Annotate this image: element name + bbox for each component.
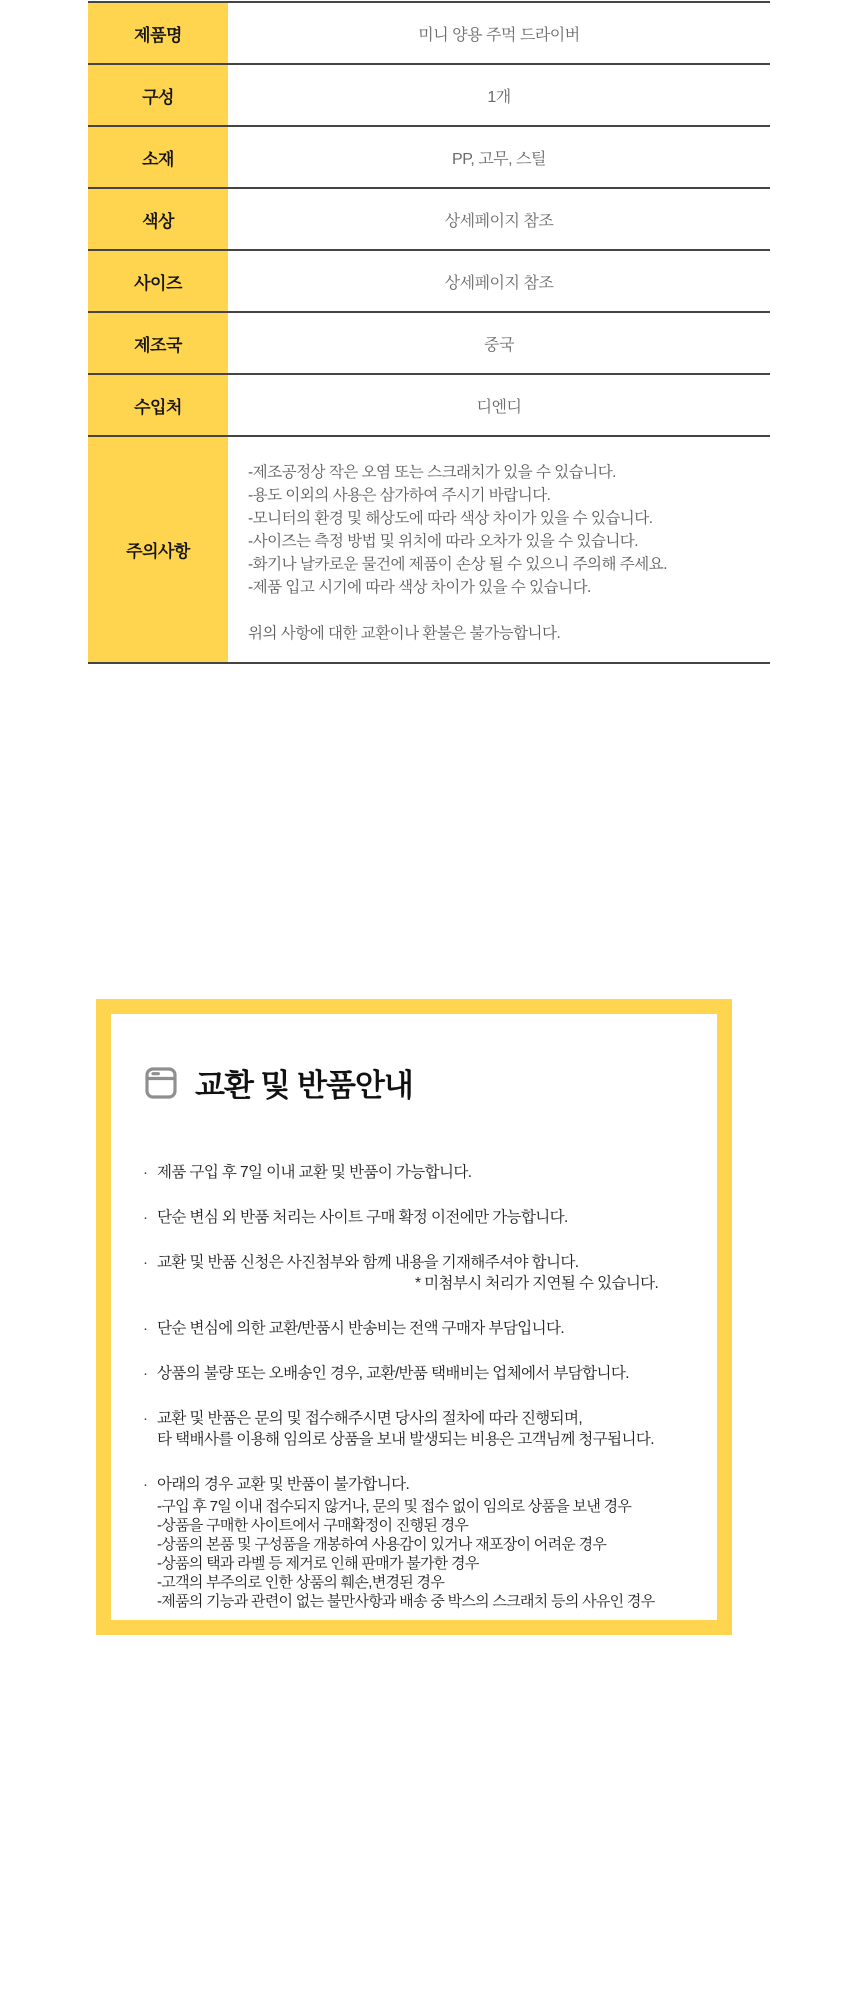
row-label: 주의사항 xyxy=(88,437,228,662)
policy-item xyxy=(141,1319,699,1339)
row-value: 상세페이지 참조 xyxy=(444,274,554,292)
table-row xyxy=(88,375,770,437)
bullet-dot-icon: · xyxy=(143,1476,148,1493)
policy-subitem: -제품의 기능과 관련이 없는 불만사항과 배송 중 박스의 스크래치 등의 사유인 경우 xyxy=(157,1593,655,1610)
table-row xyxy=(88,3,770,65)
table-row xyxy=(88,127,770,189)
section-title: 교환 및 반품안내 xyxy=(195,1068,413,1103)
row-value: 상세페이지 참조 xyxy=(444,212,554,230)
policy-item xyxy=(141,1364,699,1384)
row-value: 미니 양용 주먹 드라이버 xyxy=(418,26,580,44)
bullet-dot-icon: · xyxy=(143,1320,148,1337)
caution-footer: 위의 사항에 대한 교환이나 환불은 불가능합니다. xyxy=(248,625,561,642)
bullet-dot-icon: · xyxy=(143,1410,148,1427)
caution-line: -사이즈는 측정 방법 및 위치에 따라 오차가 있을 수 있습니다. xyxy=(248,533,639,550)
policy-text-line: 교환 및 반품 신청은 사진첨부와 함께 내용을 기재해주셔야 합니다. xyxy=(157,1254,579,1271)
row-label: 수입처 xyxy=(88,375,228,435)
row-label: 구성 xyxy=(88,65,228,125)
policy-subitem: -고객의 부주의로 인한 상품의 훼손,변경된 경우 xyxy=(157,1574,445,1591)
caution-line: -용도 이외의 사용은 삼가하여 주시기 바랍니다. xyxy=(248,487,551,504)
table-row-caution xyxy=(88,437,770,664)
policy-item xyxy=(141,1409,699,1450)
row-label: 제품명 xyxy=(88,3,228,63)
policy-text-line: 교환 및 반품은 문의 및 접수해주시면 당사의 절차에 따라 진행되며, xyxy=(157,1410,583,1427)
table-row xyxy=(88,313,770,375)
policy-list xyxy=(141,1163,699,1611)
row-label: 제조국 xyxy=(88,313,228,373)
policy-item xyxy=(141,1163,699,1183)
caution-line: -모니터의 환경 및 해상도에 따라 색상 차이가 있을 수 있습니다. xyxy=(248,510,653,527)
bullet-dot-icon: · xyxy=(143,1209,148,1226)
policy-subitem: -상품의 택과 라벨 등 제거로 인해 판매가 불가한 경우 xyxy=(157,1555,479,1572)
table-row xyxy=(88,251,770,313)
policy-item xyxy=(141,1253,699,1294)
table-row xyxy=(88,65,770,127)
policy-note: * 미첨부시 처리가 지연될 수 있습니다. xyxy=(415,1275,659,1292)
policy-subitem: -구입 후 7일 이내 접수되지 않거나, 문의 및 접수 없이 임의로 상품을 보낸 경우 xyxy=(157,1498,632,1515)
policy-subitem: -상품의 본품 및 구성품을 개봉하여 사용감이 있거나 재포장이 어려운 경우 xyxy=(157,1536,607,1553)
policy-text: 단순 변심에 의한 교환/반품시 반송비는 전액 구매자 부담입니다. xyxy=(157,1320,565,1337)
table-row xyxy=(88,189,770,251)
policy-text xyxy=(157,1253,658,1294)
row-value: 디엔디 xyxy=(476,398,522,416)
row-value: PP, 고무, 스틸 xyxy=(452,150,546,168)
policy-text-line: 아래의 경우 교환 및 반품이 불가합니다. xyxy=(157,1476,410,1493)
policy-text xyxy=(157,1409,654,1450)
return-policy-box xyxy=(96,999,732,1635)
bullet-dot-icon: · xyxy=(143,1254,148,1271)
policy-text: 상품의 불량 또는 오배송인 경우, 교환/반품 택배비는 업체에서 부담합니다. xyxy=(157,1365,629,1382)
row-value: 중국 xyxy=(484,336,514,354)
row-value: 1개 xyxy=(487,88,511,106)
product-spec-table xyxy=(88,1,770,664)
bullet-dot-icon: · xyxy=(143,1164,148,1181)
policy-item xyxy=(141,1475,699,1611)
archive-box-icon xyxy=(141,1063,181,1103)
caution-text-block xyxy=(228,437,770,662)
return-policy-header xyxy=(141,1060,699,1105)
policy-text: 단순 변심 외 반품 처리는 사이트 구매 확정 이전에만 가능합니다. xyxy=(157,1209,568,1226)
row-label: 소재 xyxy=(88,127,228,187)
policy-text xyxy=(157,1475,655,1611)
caution-line: -화기나 날카로운 물건에 제품이 손상 될 수 있으니 주의해 주세요. xyxy=(248,556,668,573)
policy-text-line: 타 택배사를 이용해 임의로 상품을 보내 발생되는 비용은 고객님께 청구됩니다. xyxy=(157,1431,655,1448)
row-label: 사이즈 xyxy=(88,251,228,311)
bullet-dot-icon: · xyxy=(143,1365,148,1382)
policy-sublist xyxy=(157,1497,655,1611)
caution-line: -제품 입고 시기에 따라 색상 차이가 있을 수 있습니다. xyxy=(248,579,591,596)
policy-item xyxy=(141,1208,699,1228)
return-policy-content xyxy=(111,1014,717,1620)
row-label: 색상 xyxy=(88,189,228,249)
caution-line: -제조공정상 작은 오염 또는 스크래치가 있을 수 있습니다. xyxy=(248,464,616,481)
policy-subitem: -상품을 구매한 사이트에서 구매확정이 진행된 경우 xyxy=(157,1517,469,1534)
policy-text: 제품 구입 후 7일 이내 교환 및 반품이 가능합니다. xyxy=(157,1164,472,1181)
